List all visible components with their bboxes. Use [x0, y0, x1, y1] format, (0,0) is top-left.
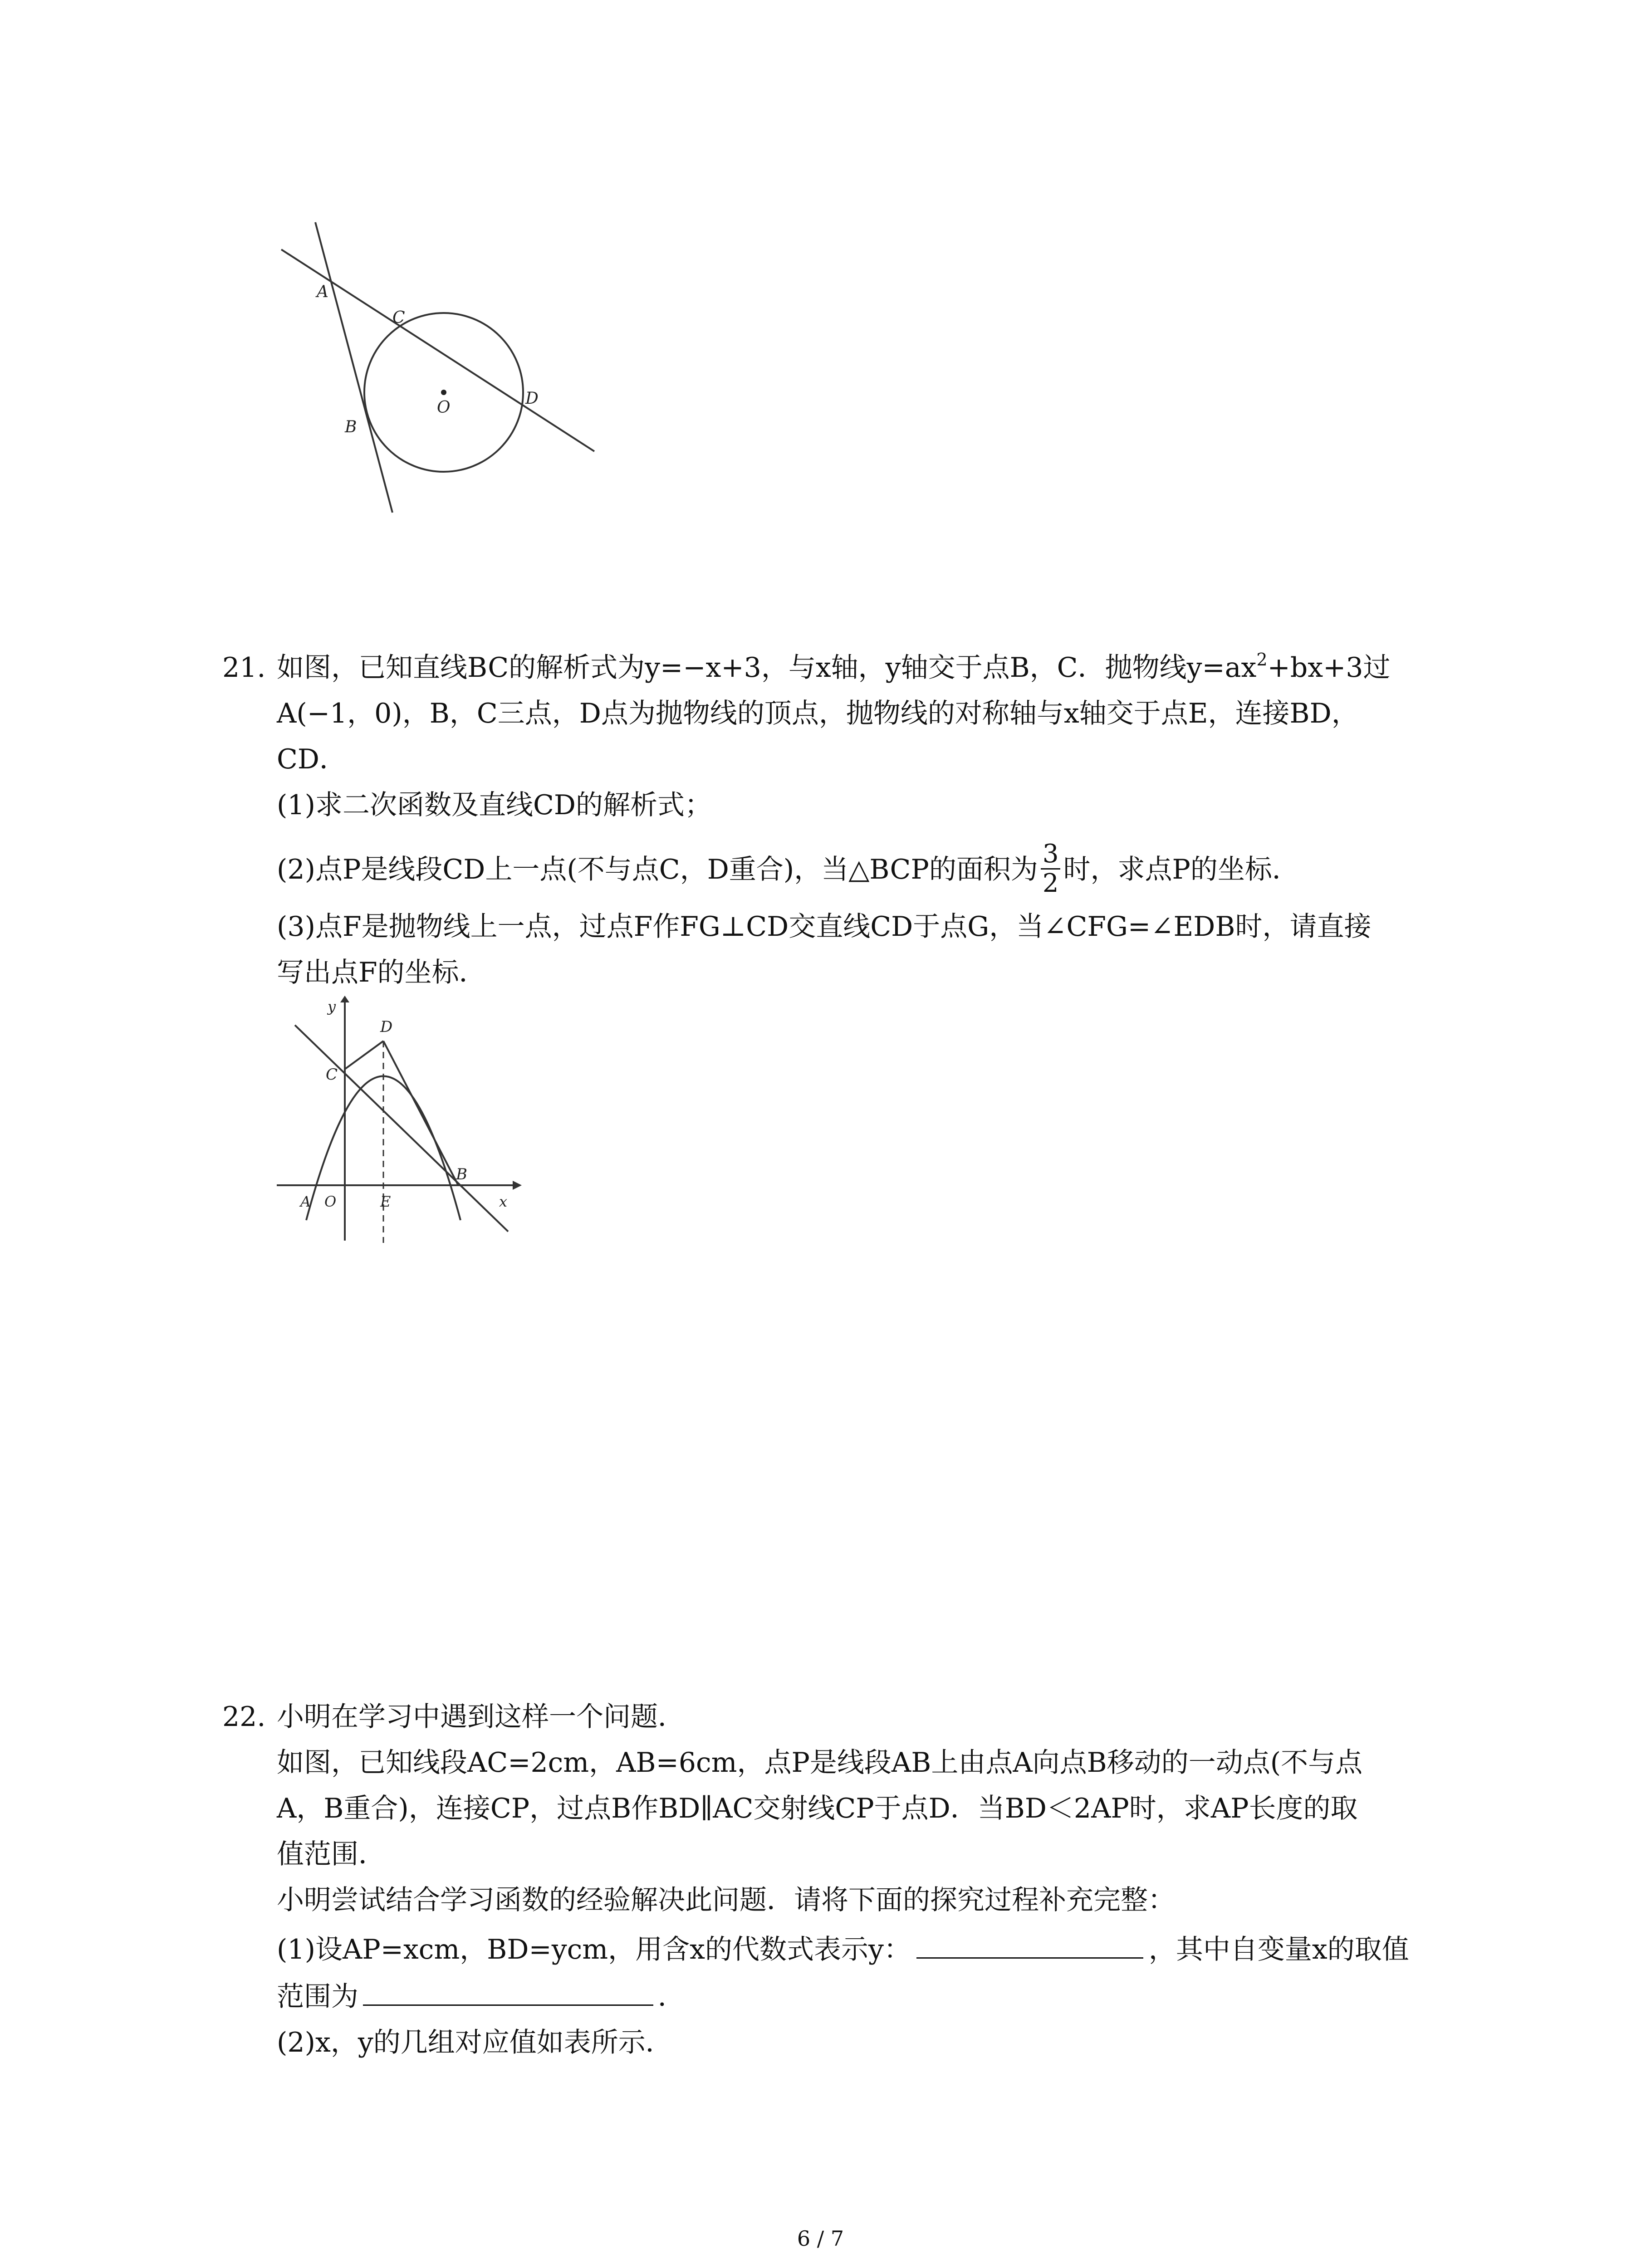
page-number: 6 / 7	[797, 2226, 844, 2251]
label-d: D	[525, 389, 539, 408]
label-d: D	[380, 1018, 393, 1036]
figure-circle-tangent	[254, 204, 617, 531]
label-c: C	[326, 1066, 338, 1084]
line-tangent-ab	[315, 222, 392, 513]
q21-part-2: (2)点P是线段CD上一点(不与点C，D重合)，当△BCP的面积为 $\frac{3}{2}$ 时，求点P的坐标．	[277, 839, 1299, 898]
label-x: x	[499, 1193, 508, 1210]
q22-line-1: 小明在学习中遇到这样一个问题．	[277, 1701, 685, 1733]
center-point-o	[441, 390, 446, 395]
question-number: 21.	[222, 652, 266, 684]
q21-line-1: 如图，已知直线BC的解析式为y=−x+3，与x轴，y轴交于点B，C．抛物线$y=ax^2+bx+3$过	[277, 650, 1391, 684]
line-secant-acd	[281, 249, 594, 451]
answer-blank-expression[interactable]	[916, 1932, 1143, 1959]
q22-line-4: 值范围．	[277, 1838, 386, 1870]
q21-line-3: CD．	[277, 743, 347, 775]
label-b: B	[345, 418, 357, 436]
q21-line-2: A(−1，0)，B，C三点，D点为抛物线的顶点，抛物线的对称轴与x轴交于点E，连接BD，	[277, 698, 1359, 729]
q21-part-3-line-1: (3)点F是抛物线上一点，过点F作FG⊥CD交直线CD于点G，当∠CFG=∠EDB时，请直接	[277, 911, 1372, 943]
q21-part-3-line-2: 写出点F的坐标．	[277, 957, 486, 988]
q22-line-3: A，B重合)，连接CP，过点B作BD∥AC交射线CP于点D．当BD＜2AP时，求AP长度的取	[277, 1793, 1358, 1824]
line-bd	[383, 1041, 458, 1185]
q22-line-7: 范围为 ．	[277, 1979, 685, 2015]
label-a: A	[317, 283, 328, 301]
y-axis-arrow	[340, 996, 349, 1002]
answer-blank-range[interactable]	[363, 1979, 653, 2006]
label-y: y	[328, 998, 336, 1015]
line-cd	[345, 1041, 383, 1069]
q22-line-5: 小明尝试结合学习函数的经验解决此问题．请将下面的探究过程补充完整：	[277, 1884, 1175, 1916]
q22-line-6: (1)设AP=xcm，BD=ycm，用含x的代数式表示y： ，其中自变量x的取值	[277, 1931, 1409, 1968]
label-b: B	[456, 1165, 467, 1183]
label-o: O	[437, 398, 451, 417]
label-e: E	[380, 1193, 391, 1210]
label-c: C	[392, 308, 405, 327]
fraction-three-halves: $\frac{3}{2}$	[1041, 840, 1061, 898]
x-axis-arrow	[513, 1181, 522, 1190]
question-number: 22.	[222, 1701, 266, 1733]
q22-line-8: (2)x，y的几组对应值如表所示．	[277, 2027, 673, 2058]
label-a: A	[300, 1193, 311, 1210]
figure-parabola	[268, 996, 526, 1245]
q21-part-1: (1)求二次函数及直线CD的解析式；	[277, 789, 712, 821]
label-o: O	[324, 1193, 337, 1210]
q22-line-2: 如图，已知线段AC=2cm，AB=6cm，点P是线段AB上由点A向点B移动的一动点(不与点	[277, 1747, 1363, 1779]
